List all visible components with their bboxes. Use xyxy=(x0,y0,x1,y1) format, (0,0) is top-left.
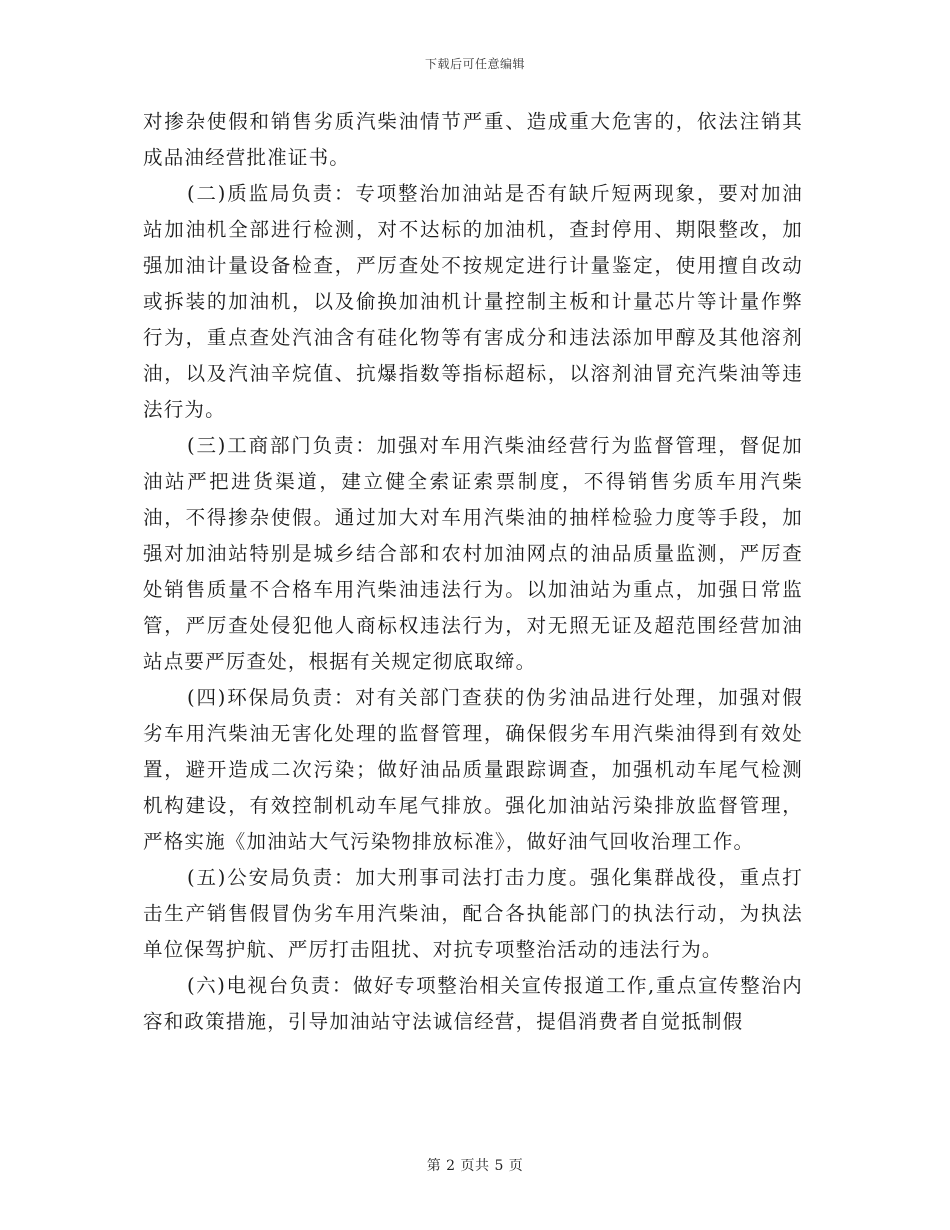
paragraph-public-security-bureau: (五)公安局负责：加大刑事司法打击力度。强化集群战役，重点打击生产销售假冒伪劣车用汽柴油，配合各执能部门的执法行动，为执法单位保驾护航、严厉打击阻扰、对抗专项整治活动的违法行为。 xyxy=(143,866,803,961)
paragraph-continuation: 对掺杂使假和销售劣质汽柴油情节严重、造成重大危害的，依法注销其成品油经营批准证书。 xyxy=(143,110,803,169)
paragraph-tv-station: (六)电视台负责：做好专项整治相关宣传报道工作,重点宣传整治内容和政策措施，引导加油站守法诚信经营，提倡消费者自觉抵制假 xyxy=(143,974,803,1033)
paragraph-commerce-department: (三)工商部门负责：加强对车用汽柴油经营行为监督管理，督促加油站严把进货渠道，建立健全索证索票制度，不得销售劣质车用汽柴油，不得掺杂使假。通过加大对车用汽柴油的抽样检验力度等手段，加强对加油站特别是城乡结合部和农村加油网点的油品质量监测，严厉查处销售质量不合格车用汽柴油违法行为。以加油站为重点，加强日常监管，严厉查处侵犯他人商标权违法行为，对无照无证及超范围经营加油站点要严厉查处，根据有关规定彻底取缔。 xyxy=(143,434,803,673)
header-note: 下载后可任意编辑 xyxy=(424,57,525,71)
page-number: 第 2 页共 5 页 xyxy=(426,1158,524,1174)
document-body xyxy=(143,104,803,1040)
paragraph-environment-bureau: (四)环保局负责：对有关部门查获的伪劣油品进行处理，加强对假劣车用汽柴油无害化处理的监督管理，确保假劣车用汽柴油得到有效处置，避开造成二次污染；做好油品质量跟踪调查，加强机动车尾气检测机构建设，有效控制机动车尾气排放。强化加油站污染排放监督管理，严格实施《加油站大气污染物排放标准》，做好油气回收治理工作。 xyxy=(143,686,803,853)
paragraph-quality-bureau: (二)质监局负责：专项整治加油站是否有缺斤短两现象，要对加油站加油机全部进行检测，对不达标的加油机，查封停用、期限整改，加强加油计量设备检查，严厉查处不按规定进行计量鉴定，使用擅自改动或拆装的加油机，以及偷换加油机计量控制主板和计量芯片等计量作弊行为，重点查处汽油含有硅化物等有害成分和违法添加甲醇及其他溶剂油，以及汽油辛烷值、抗爆指数等指标超标，以溶剂油冒充汽柴油等违法行为。 xyxy=(143,182,803,421)
